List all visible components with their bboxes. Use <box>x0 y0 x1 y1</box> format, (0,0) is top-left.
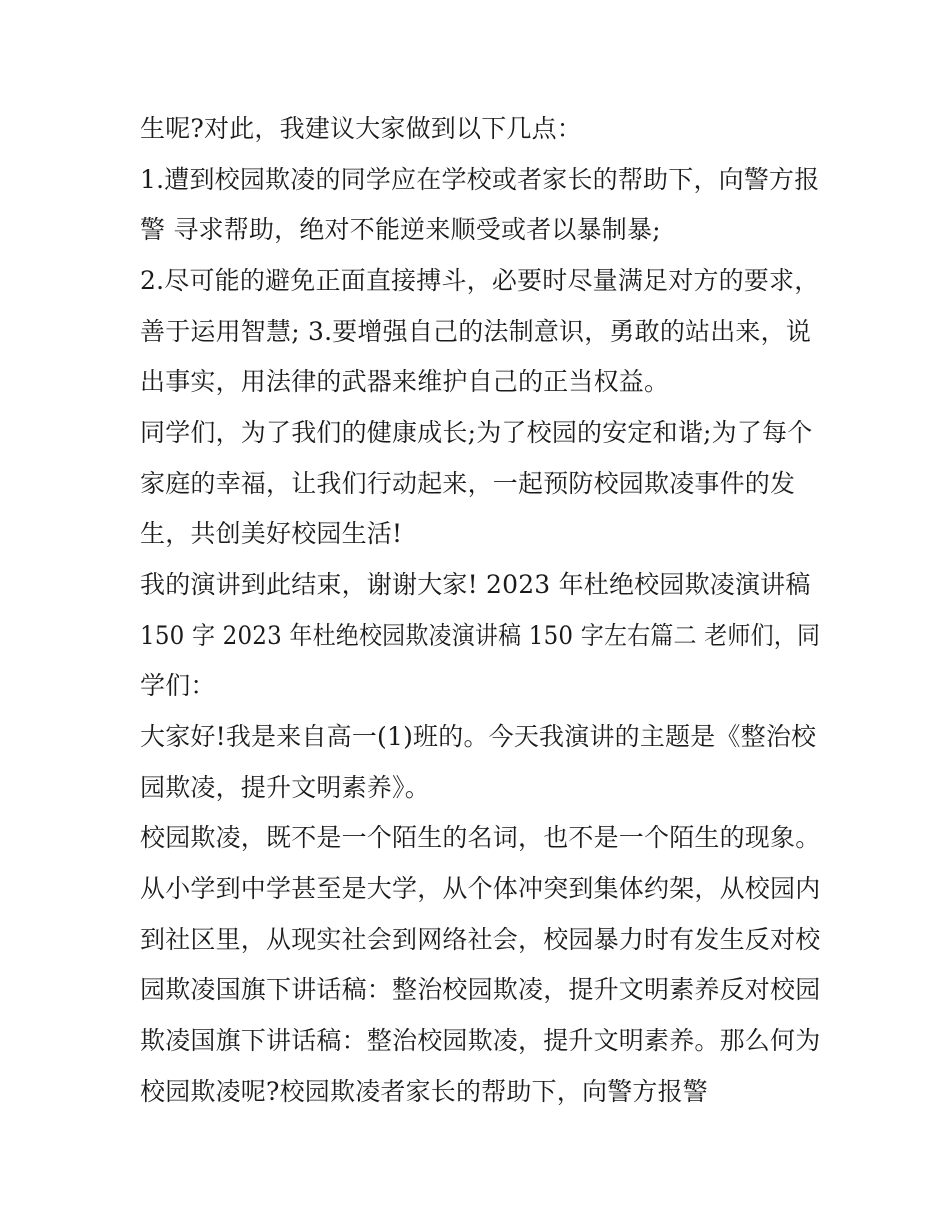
text-line: 出事实，用法律的武器来维护自己的正当权益。 <box>140 367 670 396</box>
text-line: 学们： <box>140 671 216 700</box>
text-line: 校园欺凌呢?校园欺凌者家长的帮助下，向警方报警 <box>140 1077 709 1106</box>
text-line: 善于运用智慧; 3.要增强自己的法制意识，勇敢的站出来，说 <box>140 317 812 346</box>
text-line: 生呢?对此，我建议大家做到以下几点： <box>140 114 583 143</box>
text-line: 1.遭到校园欺凌的同学应在学校或者家长的帮助下，向警方报 <box>140 165 820 194</box>
text-line: 园欺凌，提升文明素养》。 <box>140 773 430 802</box>
text-line: 大家好!我是来自高一(1)班的。今天我演讲的主题是《整治校 <box>140 722 817 751</box>
text-line: 从小学到中学甚至是大学，从个体冲突到集体约架，从校园内 <box>140 874 821 903</box>
text-line: 150 字 2023 年杜绝校园欺凌演讲稿 150 字左右篇二 老师们，同 <box>140 621 821 650</box>
text-line: 我的演讲到此结束，谢谢大家! 2023 年杜绝校园欺凌演讲稿 <box>140 570 811 599</box>
text-line: 生，共创美好校园生活! <box>140 519 403 548</box>
text-line: 警 寻求帮助，绝对不能逆来顺受或者以暴制暴; <box>140 215 661 244</box>
text-line: 家庭的幸福，让我们行动起来，一起预防校园欺凌事件的发 <box>140 469 796 498</box>
text-line: 到社区里，从现实社会到网络社会，校园暴力时有发生反对校 <box>140 925 821 954</box>
text-line: 欺凌国旗下讲话稿：整治校园欺凌，提升文明素养。那么何为 <box>140 1026 821 1055</box>
text-line: 2.尽可能的避免正面直接搏斗，必要时尽量满足对方的要求， <box>140 266 820 295</box>
text-line: 校园欺凌，既不是一个陌生的名词，也不是一个陌生的现象。 <box>140 823 821 852</box>
text-line: 同学们，为了我们的健康成长;为了校园的安定和谐;为了每个 <box>140 418 813 447</box>
text-line: 园欺凌国旗下讲话稿：整治校园欺凌，提升文明素养反对校园 <box>140 975 821 1004</box>
